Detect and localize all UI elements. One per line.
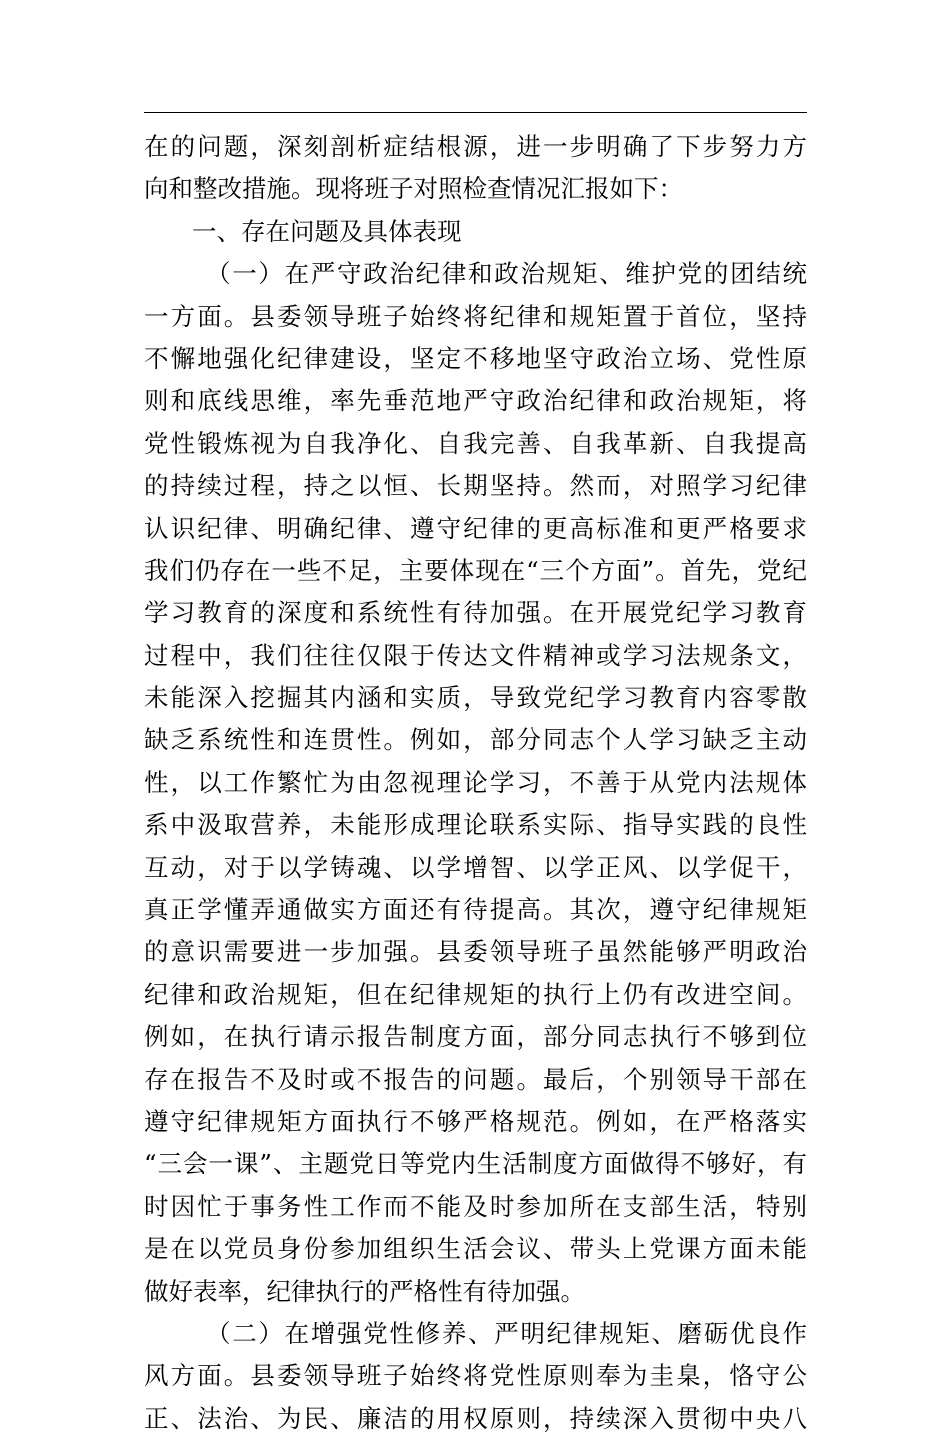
text-line: 正、法治、为民、廉洁的用权原则，持续深入贯彻中央八 <box>144 1403 807 1433</box>
text-line: 遵守纪律规矩方面执行不够严格规范。例如，在严格落实 <box>144 1106 807 1136</box>
text-line: 认识纪律、明确纪律、遵守纪律的更高标准和更严格要求 <box>144 513 807 543</box>
text-line: 互动，对于以学铸魂、以学增智、以学正风、以学促干， <box>144 852 807 882</box>
text-line: 存在报告不及时或不报告的问题。最后，个别领导干部在 <box>144 1064 807 1094</box>
text-line: 是在以党员身份参加组织生活会议、带头上党课方面未能 <box>144 1234 807 1264</box>
text-line: “三会一课”、主题党日等党内生活制度方面做得不够好，有 <box>144 1149 807 1179</box>
text-line: （二）在增强党性修养、严明纪律规矩、磨砺优良作 <box>206 1318 807 1348</box>
text-line: 缺乏系统性和连贯性。例如，部分同志个人学习缺乏主动 <box>144 725 807 755</box>
text-line: 做好表率，纪律执行的严格性有待加强。 <box>144 1276 585 1306</box>
text-line: 未能深入挖掘其内涵和实质，导致党纪学习教育内容零散 <box>144 683 807 713</box>
text-line: 的意识需要进一步加强。县委领导班子虽然能够严明政治 <box>144 937 807 967</box>
header-divider <box>144 112 807 113</box>
text-line: 我们仍存在一些不足，主要体现在“三个方面”。首先，党纪 <box>144 555 807 585</box>
text-line: 纪律和政治规矩，但在纪律规矩的执行上仍有改进空间。 <box>144 979 807 1009</box>
text-line: 真正学懂弄通做实方面还有待提高。其次，遵守纪律规矩 <box>144 895 807 925</box>
text-line: 一方面。县委领导班子始终将纪律和规矩置于首位，坚持 <box>144 301 807 331</box>
body-text <box>144 126 807 1440</box>
paragraph-party-spirit <box>144 1313 807 1440</box>
text-line: 向和整改措施。现将班子对照检查情况汇报如下： <box>144 174 683 204</box>
section-heading: 一、存在问题及具体表现 <box>192 216 462 246</box>
text-line: 过程中，我们往往仅限于传达文件精神或学习法规条文， <box>144 640 807 670</box>
text-line: 党性锻炼视为自我净化、自我完善、自我革新、自我提高 <box>144 428 807 458</box>
paragraph-discipline <box>144 253 807 1313</box>
text-line: 系中汲取营养，未能形成理论联系实际、指导实践的良性 <box>144 810 807 840</box>
text-line: 时因忙于事务性工作而不能及时参加所在支部生活，特别 <box>144 1191 807 1221</box>
intro-paragraph <box>144 126 807 211</box>
text-line: 性，以工作繁忙为由忽视理论学习，不善于从党内法规体 <box>144 767 807 797</box>
text-line: 风方面。县委领导班子始终将党性原则奉为圭臬，恪守公 <box>144 1361 807 1391</box>
text-line: 在的问题，深刻剖析症结根源，进一步明确了下步努力方 <box>144 132 807 161</box>
text-line: 的持续过程，持之以恒、长期坚持。然而，对照学习纪律 <box>144 471 807 501</box>
text-line: 学习教育的深度和系统性有待加强。在开展党纪学习教育 <box>144 598 807 628</box>
text-line: （一）在严守政治纪律和政治规矩、维护党的团结统 <box>206 259 807 289</box>
text-line: 不懈地强化纪律建设，坚定不移地坚守政治立场、党性原 <box>144 343 807 373</box>
text-line: 则和底线思维，率先垂范地严守政治纪律和政治规矩，将 <box>144 386 807 416</box>
text-line: 例如，在执行请示报告制度方面，部分同志执行不够到位 <box>144 1022 807 1052</box>
